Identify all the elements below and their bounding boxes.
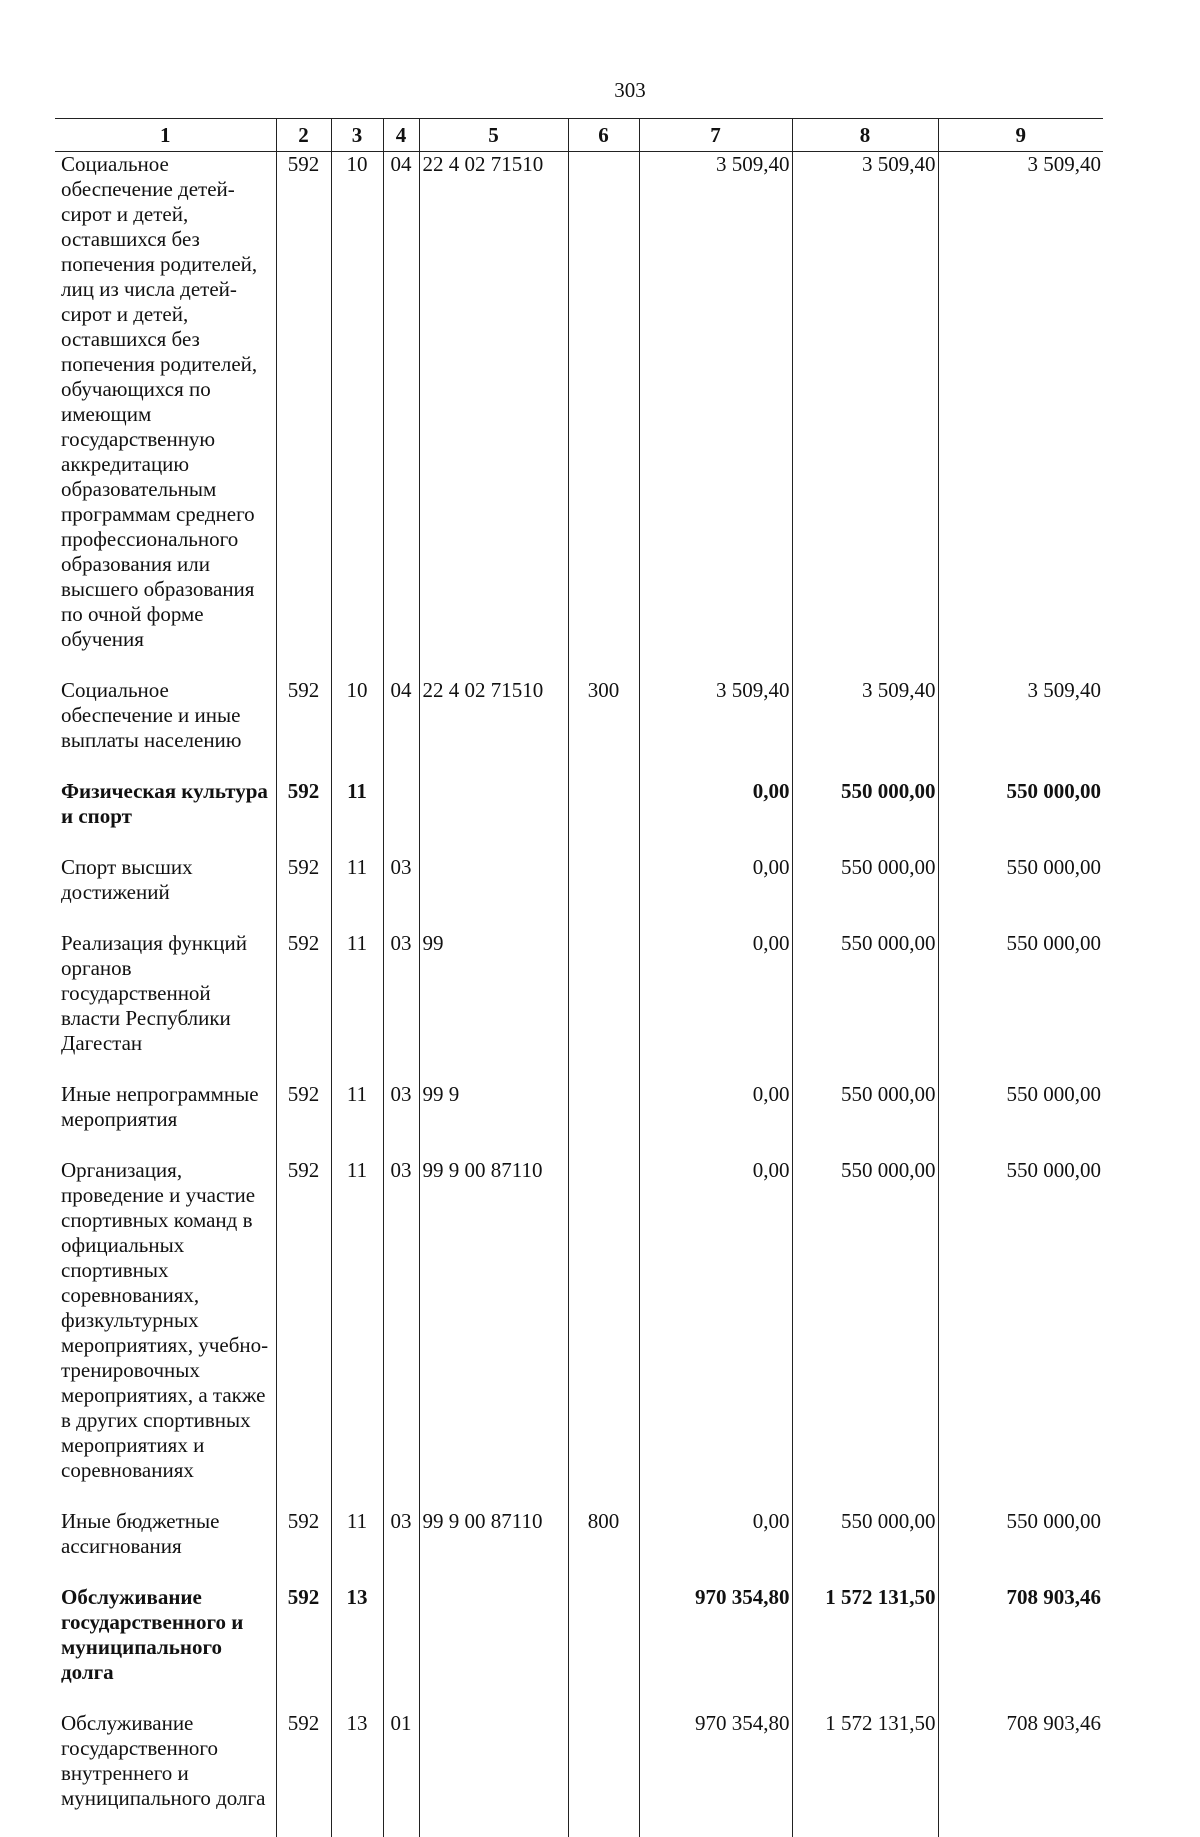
cell-expense-type-code bbox=[568, 1711, 639, 1837]
column-header: 6 bbox=[568, 119, 639, 152]
cell-expense-type-code bbox=[568, 1585, 639, 1711]
cell-grbs-code: 592 bbox=[276, 1509, 331, 1585]
cell-expense-type-code bbox=[568, 931, 639, 1082]
cell-section-code: 11 bbox=[331, 1082, 383, 1158]
cell-target-item-code: 22 4 02 71510 bbox=[419, 152, 568, 679]
cell-grbs-code: 592 bbox=[276, 152, 331, 679]
cell-amount-col9: 708 903,46 bbox=[938, 1711, 1103, 1837]
cell-amount-col9: 550 000,00 bbox=[938, 779, 1103, 855]
cell-expense-type-code bbox=[568, 1082, 639, 1158]
cell-target-item-code: 22 4 02 71510 bbox=[419, 678, 568, 779]
cell-target-item-code: 99 9 00 87110 bbox=[419, 1509, 568, 1585]
column-header: 4 bbox=[383, 119, 419, 152]
page-number: 303 bbox=[614, 78, 646, 102]
column-header: 5 bbox=[419, 119, 568, 152]
table-row bbox=[55, 931, 1103, 1082]
table-row bbox=[55, 1082, 1103, 1158]
cell-target-item-code: 99 bbox=[419, 931, 568, 1082]
cell-target-item-code bbox=[419, 779, 568, 855]
row-description: Социальное обеспечение и иные выплаты населению bbox=[55, 678, 276, 779]
cell-grbs-code: 592 bbox=[276, 779, 331, 855]
cell-amount-col9: 550 000,00 bbox=[938, 1082, 1103, 1158]
cell-section-code: 11 bbox=[331, 1158, 383, 1509]
cell-amount-col8: 550 000,00 bbox=[792, 855, 938, 931]
cell-amount-col9: 3 509,40 bbox=[938, 152, 1103, 679]
cell-amount-col9: 708 903,46 bbox=[938, 1585, 1103, 1711]
cell-amount-col7: 0,00 bbox=[639, 1509, 792, 1585]
cell-amount-col9: 550 000,00 bbox=[938, 1158, 1103, 1509]
cell-section-code: 10 bbox=[331, 678, 383, 779]
table-row bbox=[55, 678, 1103, 779]
cell-grbs-code: 592 bbox=[276, 855, 331, 931]
cell-amount-col8: 1 572 131,50 bbox=[792, 1585, 938, 1711]
table-row bbox=[55, 1158, 1103, 1509]
cell-section-code: 11 bbox=[331, 931, 383, 1082]
column-header: 9 bbox=[938, 119, 1103, 152]
cell-grbs-code: 592 bbox=[276, 1158, 331, 1509]
cell-target-item-code bbox=[419, 855, 568, 931]
cell-expense-type-code bbox=[568, 1158, 639, 1509]
table-row bbox=[55, 1509, 1103, 1585]
cell-grbs-code: 592 bbox=[276, 1082, 331, 1158]
cell-subsection-code: 04 bbox=[383, 152, 419, 679]
cell-section-code: 11 bbox=[331, 1509, 383, 1585]
cell-subsection-code bbox=[383, 1585, 419, 1711]
cell-target-item-code bbox=[419, 1585, 568, 1711]
row-description: Организация, проведение и участие спортивных команд в официальных спортивных соревнованиях, физкультурных мероприятиях, учебно-тренировочных мероприятиях, а также в других спортивных мероприятиях и соревнованиях bbox=[55, 1158, 276, 1509]
cell-subsection-code: 03 bbox=[383, 855, 419, 931]
cell-section-code: 11 bbox=[331, 855, 383, 931]
cell-grbs-code: 592 bbox=[276, 678, 331, 779]
cell-amount-col7: 0,00 bbox=[639, 855, 792, 931]
cell-amount-col7: 0,00 bbox=[639, 779, 792, 855]
cell-amount-col7: 0,00 bbox=[639, 931, 792, 1082]
cell-subsection-code: 01 bbox=[383, 1711, 419, 1837]
cell-amount-col8: 550 000,00 bbox=[792, 1082, 938, 1158]
cell-amount-col9: 550 000,00 bbox=[938, 931, 1103, 1082]
header-row bbox=[55, 119, 1103, 152]
row-description: Обслуживание государственного внутреннего и муниципального долга bbox=[55, 1711, 276, 1837]
row-description: Социальное обеспечение детей-сирот и детей, оставшихся без попечения родителей, лиц из числа детей-сирот и детей, оставшихся без попечения родителей, обучающихся по имеющим государственную аккредитацию образовательным программам среднего профессионального образования или высшего образования по очной форме обучения bbox=[55, 152, 276, 679]
table-row bbox=[55, 152, 1103, 679]
cell-subsection-code bbox=[383, 779, 419, 855]
cell-amount-col7: 3 509,40 bbox=[639, 152, 792, 679]
budget-table bbox=[55, 118, 1103, 1837]
cell-subsection-code: 03 bbox=[383, 1509, 419, 1585]
cell-amount-col7: 0,00 bbox=[639, 1158, 792, 1509]
cell-grbs-code: 592 bbox=[276, 1711, 331, 1837]
cell-amount-col7: 3 509,40 bbox=[639, 678, 792, 779]
cell-amount-col9: 550 000,00 bbox=[938, 1509, 1103, 1585]
cell-section-code: 11 bbox=[331, 779, 383, 855]
cell-expense-type-code bbox=[568, 152, 639, 679]
table-row bbox=[55, 1585, 1103, 1711]
cell-amount-col8: 3 509,40 bbox=[792, 678, 938, 779]
cell-target-item-code: 99 9 00 87110 bbox=[419, 1158, 568, 1509]
cell-amount-col8: 550 000,00 bbox=[792, 1158, 938, 1509]
cell-grbs-code: 592 bbox=[276, 1585, 331, 1711]
cell-amount-col8: 550 000,00 bbox=[792, 1509, 938, 1585]
cell-amount-col8: 550 000,00 bbox=[792, 931, 938, 1082]
row-description: Иные непрограммные мероприятия bbox=[55, 1082, 276, 1158]
cell-section-code: 13 bbox=[331, 1585, 383, 1711]
cell-target-item-code bbox=[419, 1711, 568, 1837]
cell-expense-type-code: 800 bbox=[568, 1509, 639, 1585]
row-description: Иные бюджетные ассигнования bbox=[55, 1509, 276, 1585]
cell-section-code: 10 bbox=[331, 152, 383, 679]
cell-subsection-code: 04 bbox=[383, 678, 419, 779]
cell-amount-col9: 3 509,40 bbox=[938, 678, 1103, 779]
cell-target-item-code: 99 9 bbox=[419, 1082, 568, 1158]
cell-amount-col7: 970 354,80 bbox=[639, 1711, 792, 1837]
row-description: Спорт высших достижений bbox=[55, 855, 276, 931]
cell-amount-col8: 1 572 131,50 bbox=[792, 1711, 938, 1837]
row-description: Физическая культура и спорт bbox=[55, 779, 276, 855]
cell-subsection-code: 03 bbox=[383, 1082, 419, 1158]
cell-expense-type-code: 300 bbox=[568, 678, 639, 779]
row-description: Реализация функций органов государственной власти Республики Дагестан bbox=[55, 931, 276, 1082]
table-row bbox=[55, 855, 1103, 931]
cell-amount-col9: 550 000,00 bbox=[938, 855, 1103, 931]
column-header: 8 bbox=[792, 119, 938, 152]
cell-grbs-code: 592 bbox=[276, 931, 331, 1082]
cell-section-code: 13 bbox=[331, 1711, 383, 1837]
table-row bbox=[55, 779, 1103, 855]
column-header: 1 bbox=[55, 119, 276, 152]
row-description: Обслуживание государственного и муниципального долга bbox=[55, 1585, 276, 1711]
cell-amount-col7: 0,00 bbox=[639, 1082, 792, 1158]
cell-amount-col8: 3 509,40 bbox=[792, 152, 938, 679]
cell-subsection-code: 03 bbox=[383, 931, 419, 1082]
cell-amount-col8: 550 000,00 bbox=[792, 779, 938, 855]
table-row bbox=[55, 1711, 1103, 1837]
column-header: 7 bbox=[639, 119, 792, 152]
cell-amount-col7: 970 354,80 bbox=[639, 1585, 792, 1711]
cell-subsection-code: 03 bbox=[383, 1158, 419, 1509]
column-header: 3 bbox=[331, 119, 383, 152]
column-header: 2 bbox=[276, 119, 331, 152]
cell-expense-type-code bbox=[568, 855, 639, 931]
cell-expense-type-code bbox=[568, 779, 639, 855]
